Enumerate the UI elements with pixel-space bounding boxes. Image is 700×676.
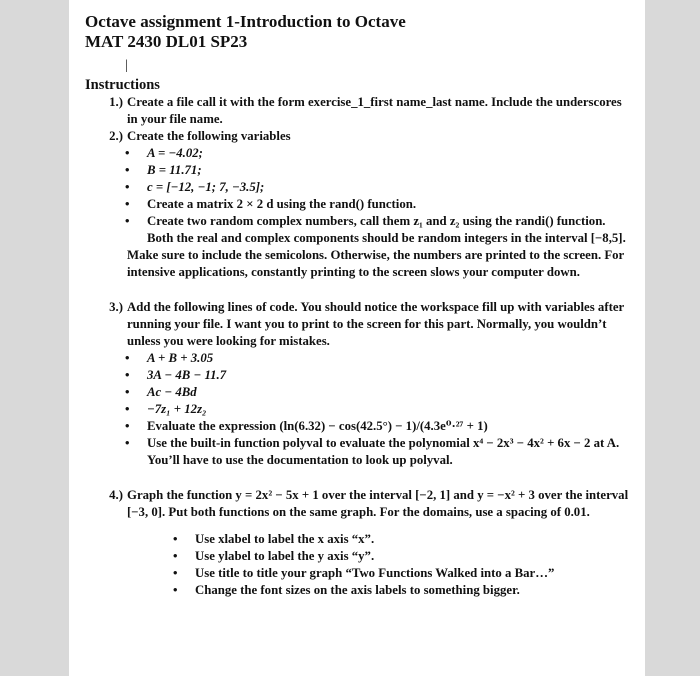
complex-instruction: Create two random complex numbers, call them z₁ and z₂ using the randi() function. Both the real and complex components should be random integers in the interval [−8,5]. — [147, 214, 626, 245]
list-item — [173, 565, 635, 582]
bullet-icon: • — [125, 402, 130, 416]
title-instruction: Use title to title your graph “Two Functions Walked into a Bar…” — [195, 566, 555, 580]
instruction-1-text: Create a file call it with the form exercise_1_first name_last name. Include the underscores in your file name. — [127, 95, 622, 126]
bullet-icon: • — [125, 214, 130, 228]
variables-list — [85, 145, 635, 247]
polyval-instruction: Use the built-in function polyval to evaluate the polynomial x⁴ − 2x³ − 4x² + 6x − 2 at A. You’ll have to use the documentation to look up polyval. — [147, 436, 620, 467]
semicolon-note: Make sure to include the semicolons. Otherwise, the numbers are printed to the screen. For intensive applications, constantly printing to the screen slows your computer down. — [127, 248, 625, 279]
instruction-3-number: 3.) — [109, 300, 123, 314]
list-item — [125, 418, 635, 435]
instruction-1 — [85, 94, 635, 128]
bullet-icon: • — [125, 368, 130, 382]
expression-3: Ac − 4Bd — [147, 385, 197, 399]
list-item — [173, 531, 635, 548]
instruction-2-text: Create the following variables — [127, 129, 291, 143]
list-item — [125, 196, 635, 213]
ylabel-instruction: Use ylabel to label the y axis “y”. — [195, 549, 375, 563]
bullet-icon: • — [125, 351, 130, 365]
bullet-icon: • — [173, 583, 178, 597]
list-item — [125, 435, 635, 469]
list-item — [125, 179, 635, 196]
list-item — [125, 162, 635, 179]
instruction-2-number: 2.) — [109, 129, 123, 143]
xlabel-instruction: Use xlabel to label the x axis “x”. — [195, 532, 375, 546]
graph-list — [85, 531, 635, 599]
expression-1: A + B + 3.05 — [147, 351, 214, 365]
bullet-icon: • — [125, 180, 130, 194]
instruction-4-number: 4.) — [109, 488, 123, 502]
instruction-4 — [85, 487, 635, 521]
instruction-4-text: Graph the function y = 2x² − 5x + 1 over the interval [−2, 1] and y = −x² + 3 over the interval [−3, 0]. Put both functions on the same graph. For the domains, use a spacing of 0.01. — [127, 488, 629, 519]
list-item — [125, 145, 635, 162]
instruction-2 — [85, 128, 635, 145]
list-item — [125, 384, 635, 401]
text-cursor: | — [125, 58, 128, 73]
document-page — [69, 0, 645, 676]
list-item — [125, 350, 635, 367]
bullet-icon: • — [125, 197, 130, 211]
instructions-heading: Instructions — [85, 77, 160, 93]
bullet-icon: • — [173, 532, 178, 546]
list-item — [173, 548, 635, 565]
doc-title: Octave assignment 1-Introduction to Octave — [85, 12, 406, 31]
list-item — [125, 213, 635, 247]
list-item — [125, 401, 635, 418]
bullet-icon: • — [125, 385, 130, 399]
instruction-3-text: Add the following lines of code. You should notice the workspace fill up with variables after running your file. I want you to print to the screen for this part. Normally, you wouldn’t unless you were looking for mistakes. — [127, 300, 624, 348]
bullet-icon: • — [125, 419, 130, 433]
expression-4: −7z₁ + 12z₂ — [147, 402, 207, 416]
expression-2: 3A − 4B − 11.7 — [147, 368, 227, 382]
course-code: MAT 2430 DL01 SP23 — [85, 32, 248, 51]
variable-a: A = −4.02; — [147, 146, 203, 160]
instruction-1-number: 1.) — [109, 95, 123, 109]
code-lines-list — [85, 350, 635, 469]
list-item — [173, 582, 635, 599]
expression-5: Evaluate the expression (ln(6.32) − cos(42.5°) − 1)/(4.3e⁰·²⁷ + 1) — [147, 419, 488, 433]
matrix-instruction: Create a matrix 2 × 2 d using the rand() function. — [147, 197, 417, 211]
list-item — [125, 367, 635, 384]
variable-c: c = [−12, −1; 7, −3.5]; — [147, 180, 265, 194]
bullet-icon: • — [125, 436, 130, 450]
bullet-icon: • — [125, 163, 130, 177]
variable-b: B = 11.71; — [147, 163, 202, 177]
bullet-icon: • — [173, 566, 178, 580]
instruction-3 — [85, 299, 635, 350]
bullet-icon: • — [173, 549, 178, 563]
font-size-instruction: Change the font sizes on the axis labels to something bigger. — [195, 583, 520, 597]
bullet-icon: • — [125, 146, 130, 160]
